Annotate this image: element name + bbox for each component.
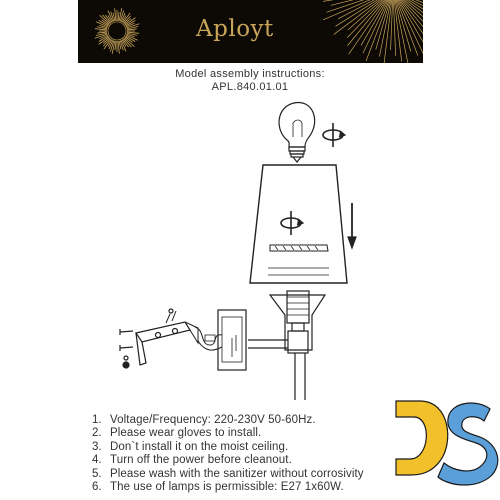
down-arrow-icon: [348, 203, 356, 248]
lamp-shade: [250, 165, 347, 283]
assembly-drawing: [0, 95, 500, 405]
brand-name: Aployt: [196, 16, 274, 42]
instruction-list: [92, 414, 364, 494]
socket-holder: [270, 291, 325, 350]
instruction-item: 2. Please wear gloves to install.: [92, 427, 262, 440]
rotate-arrow-icon: [323, 123, 345, 147]
ds-logo: [392, 395, 500, 500]
brand-banner: [78, 0, 423, 63]
instruction-item: 3. Don`t install it on the moist ceiling.: [92, 440, 289, 453]
light-bulb-icon: [279, 103, 315, 162]
sunburst-icon: [92, 6, 142, 56]
document-title: Model assembly instructions:: [175, 68, 325, 80]
model-number: APL.840.01.01: [211, 81, 289, 93]
sunburst-decoration: [323, 0, 423, 63]
instruction-item: 5. Please wash with the sanitizer without corrosivity: [92, 467, 364, 480]
instruction-item: 6. The use of lamps is permissible: E27 1x60W.: [92, 481, 344, 494]
mounting-bracket: [120, 309, 236, 368]
instruction-item: 1. Voltage/Frequency: 220-230V 50-60Hz.: [92, 414, 316, 426]
instruction-item: 4. Turn off the power before cleanout.: [92, 454, 292, 467]
